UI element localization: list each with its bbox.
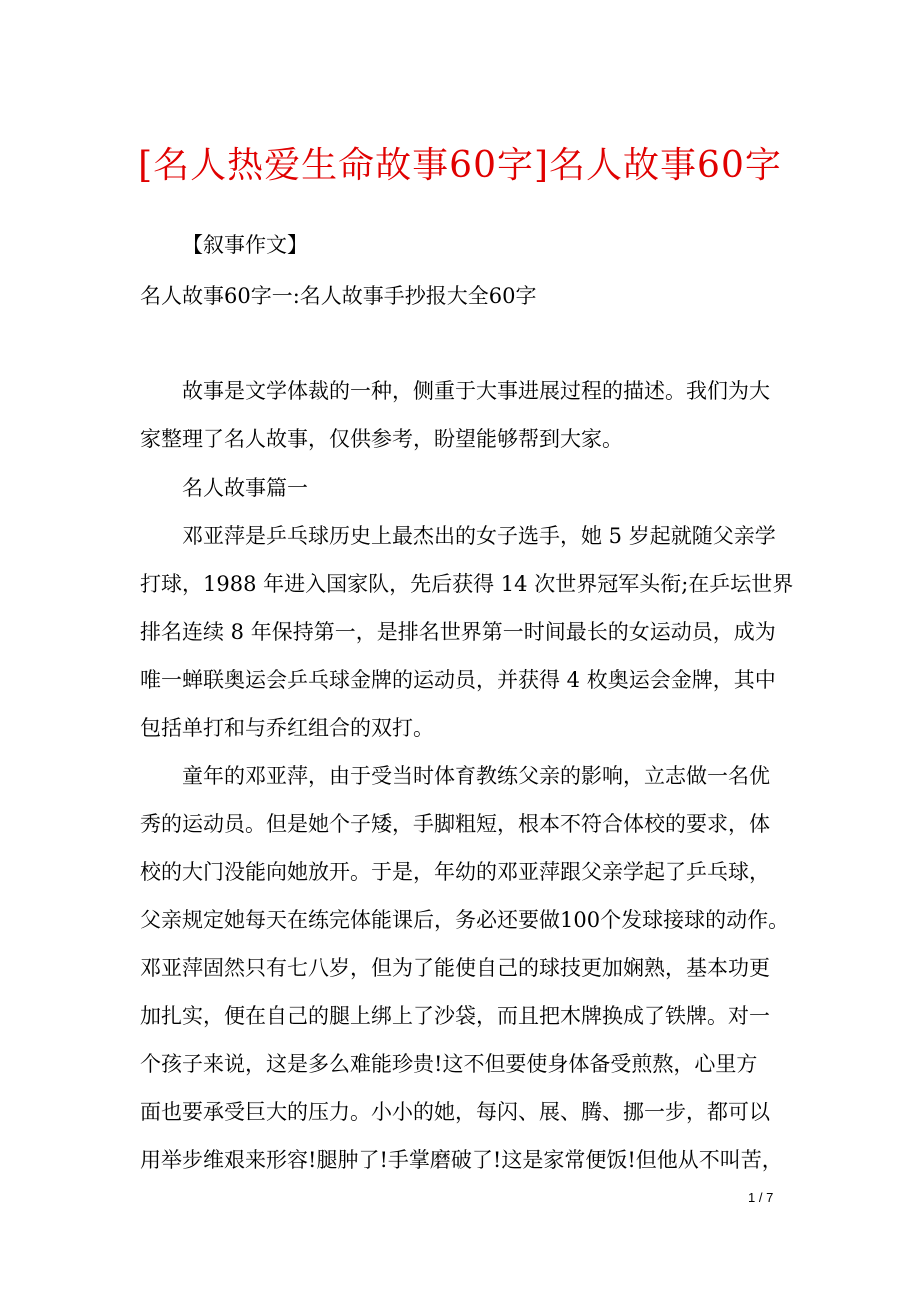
section-heading: 名人故事篇一 <box>182 476 308 500</box>
paragraph-line: 邓亚萍是乒乓球历史上最杰出的女子选手，她 5 岁起就随父亲学 <box>182 524 776 548</box>
paragraph-line: 家整理了名人故事，仅供参考，盼望能够帮到大家。 <box>140 427 623 451</box>
paragraph-line: 包括单打和与乔红组合的双打。 <box>140 716 434 740</box>
paragraph-line: 加扎实，便在自己的腿上绑上了沙袋，而且把木牌换成了铁牌。对一 <box>140 1004 770 1028</box>
paragraph-line: 父亲规定她每天在练完体能课后，务必还要做100个发球接球的动作。 <box>140 908 790 932</box>
paragraph-line: 故事是文学体裁的一种，侧重于大事进展过程的描述。我们为大 <box>182 379 770 403</box>
paragraph-line: 邓亚萍固然只有七八岁，但为了能使自己的球技更加娴熟，基本功更 <box>140 956 770 980</box>
page-number: 1 / 7 <box>748 1190 774 1205</box>
paragraph-line: 校的大门没能向她放开。于是，年幼的邓亚萍跟父亲学起了乒乓球， <box>140 860 770 884</box>
subtitle: 名人故事60字一:名人故事手抄报大全60字 <box>140 284 537 308</box>
paragraph-line: 用举步维艰来形容!腿肿了!手掌磨破了!这是家常便饭!但他从不叫苦， <box>140 1148 783 1172</box>
paragraph-line: 排名连续 8 年保持第一，是排名世界第一时间最长的女运动员，成为 <box>140 620 776 644</box>
paragraph-line: 打球，1988 年进入国家队，先后获得 14 次世界冠军头衔;在乒坛世界 <box>140 572 794 596</box>
paragraph-line: 秀的运动员。但是她个子矮，手脚粗短，根本不符合体校的要求，体 <box>140 812 770 836</box>
page-title: [名人热爱生命故事60字]名人故事60字 <box>138 145 782 186</box>
paragraph-line: 面也要承受巨大的压力。小小的她，每闪、展、腾、挪一步，都可以 <box>140 1100 770 1124</box>
paragraph-line: 个孩子来说，这是多么难能珍贵!这不但要使身体备受煎熬，心里方 <box>140 1052 758 1076</box>
category-label: 【叙事作文】 <box>182 233 308 257</box>
paragraph-line: 童年的邓亚萍，由于受当时体育教练父亲的影响，立志做一名优 <box>182 764 770 788</box>
paragraph-line: 唯一蝉联奥运会乒乓球金牌的运动员，并获得 4 枚奥运会金牌，其中 <box>140 668 776 692</box>
